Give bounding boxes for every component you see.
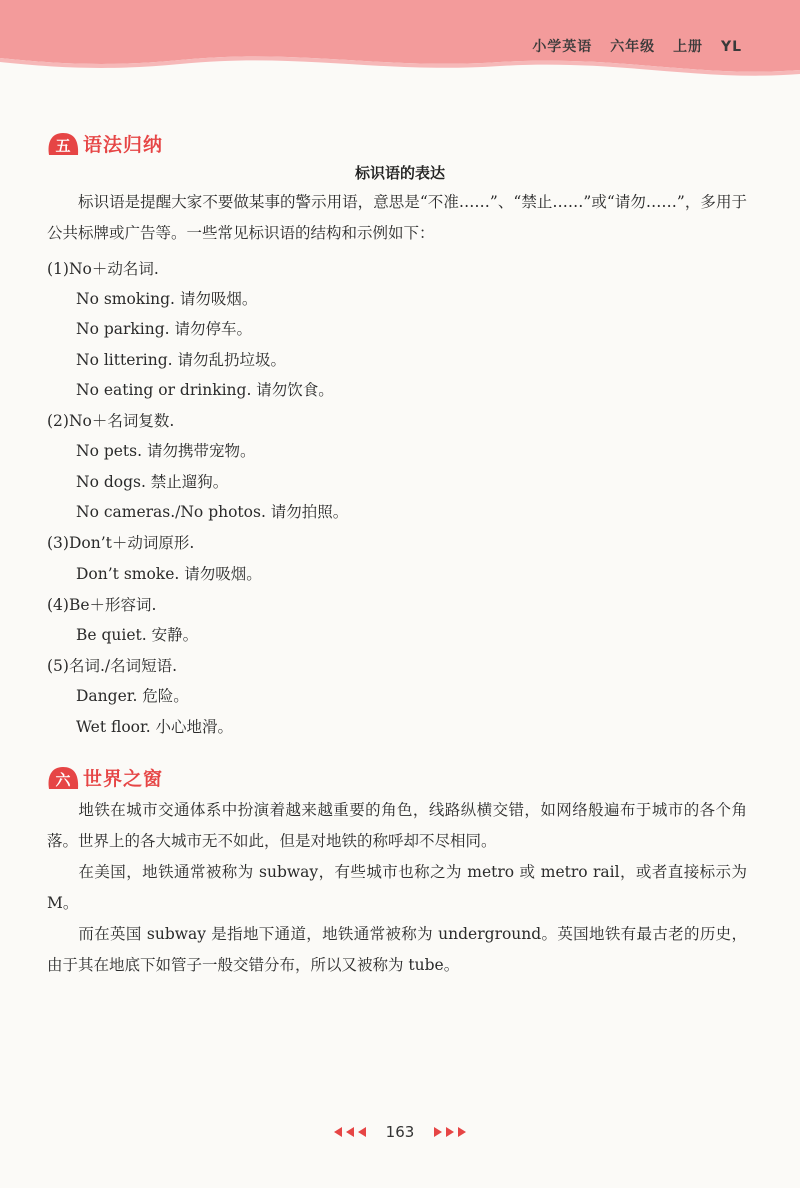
example-line: Wet floor. 小心地滑。 — [76, 718, 234, 736]
section-6-paragraph — [47, 795, 747, 857]
section-5-title: 语法归纳 — [83, 134, 164, 156]
example-line: No parking. 请勿停车。 — [76, 320, 253, 338]
example-line: Be quiet. 安静。 — [76, 626, 199, 644]
header-edition: YL — [720, 39, 742, 55]
section-6-badge-label: 六 — [55, 770, 71, 789]
right-arrows-icon — [428, 1125, 468, 1139]
section-5-heading — [47, 130, 163, 157]
section-5-badge-label: 五 — [55, 136, 71, 155]
group-4-heading: (4)Be＋形容词. — [47, 596, 157, 614]
example-line: Don’t smoke. 请勿吸烟。 — [76, 565, 262, 583]
group-5-heading: (5)名词./名词短语. — [47, 657, 178, 675]
header-subject: 小学英语 — [532, 39, 593, 55]
section-6-title: 世界之窗 — [83, 768, 164, 790]
section-5-badge — [47, 131, 79, 157]
paragraph-text: 而在英国 subway 是指地下通道，地铁通常被称为 underground。英国地铁有最古老的历史，由于其在地底下如管子一般交错分布，所以又被称为 tube。 — [47, 925, 747, 974]
example-line: No eating or drinking. 请勿饮食。 — [76, 381, 334, 399]
section-6-paragraph — [47, 919, 747, 981]
example-line: No smoking. 请勿吸烟。 — [76, 290, 258, 308]
example-line: No cameras./No photos. 请勿拍照。 — [76, 503, 349, 521]
section-6-paragraph — [47, 857, 747, 919]
group-1-heading: (1)No＋动名词. — [47, 260, 159, 278]
section-6-heading — [47, 764, 163, 791]
page-number: 163 — [385, 1123, 415, 1141]
page-footer — [0, 1123, 800, 1141]
left-arrows-icon — [332, 1125, 372, 1139]
header-grade: 六年级 — [610, 39, 656, 55]
group-3-heading: (3)Don’t＋动词原形. — [47, 534, 195, 552]
paragraph-text: 在美国，地铁通常被称为 subway，有些城市也称之为 metro 或 metro rail，或者直接标示为 M。 — [47, 863, 747, 912]
section-5-intro-text: 标识语是提醒大家不要做某事的警示用语，意思是“不准……”、“禁止……”或“请勿……”，多用于公共标牌或广告等。一些常见标识语的结构和示例如下： — [47, 193, 747, 242]
group-2-heading: (2)No＋名词复数. — [47, 412, 175, 430]
example-line: Danger. 危险。 — [76, 687, 189, 705]
header-volume: 上册 — [673, 39, 704, 55]
section-5-subtitle: 标识语的表达 — [354, 164, 445, 182]
book-header — [520, 36, 742, 56]
example-line: No dogs. 禁止遛狗。 — [76, 473, 229, 491]
example-line: No littering. 请勿乱扔垃圾。 — [76, 351, 286, 369]
section-6-badge — [47, 765, 79, 791]
section-5-intro — [47, 187, 747, 249]
paragraph-text: 地铁在城市交通体系中扮演着越来越重要的角色，线路纵横交错，如网络般遍布于城市的各个角落。世界上的各大城市无不如此，但是对地铁的称呼却不尽相同。 — [47, 801, 747, 850]
example-line: No pets. 请勿携带宠物。 — [76, 442, 256, 460]
